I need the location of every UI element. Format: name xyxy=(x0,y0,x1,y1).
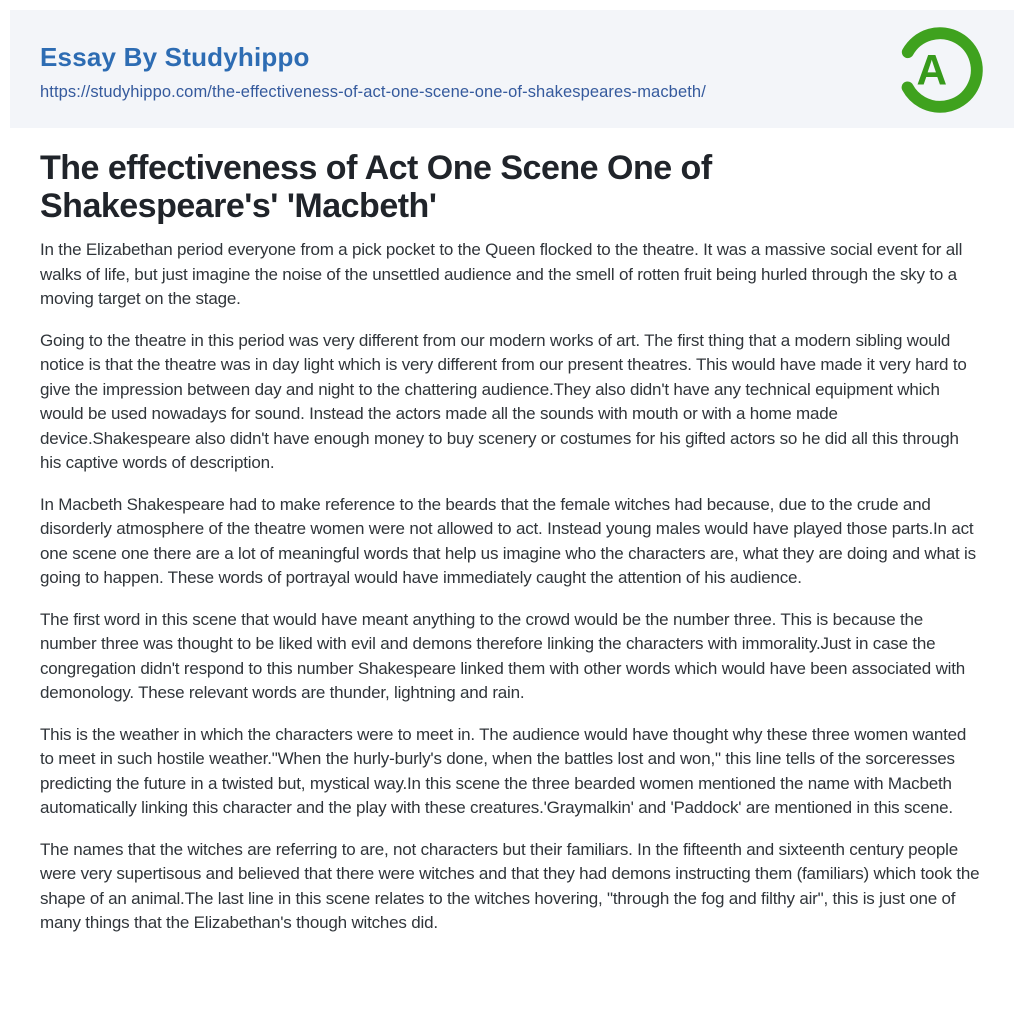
essay-paragraph: This is the weather in which the characters were to meet in. The audience would have thought why these three women wanted to meet in such hostile weather."When the hurly-burly's done, when the battles lost and won," this line tells of the sorceresses predicting the future in a twisted but, mystical way.In this scene the three bearded women mentioned the name with Macbeth automatically linking this character and the play with these creatures.'Graymalkin' and 'Paddock' are mentioned in this scene. xyxy=(40,724,967,818)
studyhippo-logo-icon[interactable] xyxy=(894,24,986,116)
essay-paragraph: Going to the theatre in this period was very different from our modern works of art. The first thing that a modern sibling would notice is that the theatre was in day light which is very different from our present theatres. This would have made it very hard to give the impression between day and night to the chattering audience.They also didn't have any technical equipment which would be used nowadays for sound. Instead the actors made all the sounds with mouth or with a home made device.Shakespeare also didn't have enough money to buy scenery or costumes for his gifted actors so he did all this through his captive words of description. xyxy=(40,330,967,473)
essay-paragraph: In the Elizabethan period everyone from a pick pocket to the Queen flocked to the theatre. It was a massive social event for all walks of life, but just imagine the noise of the unsettled audience and the smell of rotten fruit being hurled through the sky to a moving target on the stage. xyxy=(40,240,963,309)
source-url-link[interactable]: https://studyhippo.com/the-effectiveness-of-act-one-scene-one-of-shakespeares-macbeth/ xyxy=(40,83,706,101)
essay-paragraph: The names that the witches are referring to are, not characters but their familiars. In the fifteenth and sixteenth century people were very supertisous and believed that there were witches and that they had demons instructing them (familiars) which took the shape of an animal.The last line in this scene relates to the witches hovering, "through the fog and filthy air", this is just one of many things that the Elizabethan's though witches did. xyxy=(40,839,980,933)
essay-title: The effectiveness of Act One Scene One of Shakespeare's' 'Macbeth' xyxy=(40,149,712,226)
essay-paragraph: In Macbeth Shakespeare had to make reference to the beards that the female witches had because, due to the crude and disorderly atmosphere of the theatre women were not allowed to act. Instead young males would have played those parts.In act one scene one there are a lot of meaningful words that help us imagine who the characters are, what they are doing and what is going to happen. These words of portrayal would have immediately caught the attention of his audience. xyxy=(40,494,976,588)
site-title: Essay By Studyhippo xyxy=(40,42,310,72)
essay-paragraph: The first word in this scene that would have meant anything to the crowd would be the number three. This is because the number three was thought to be liked with evil and demons therefore linking the characters with immorality.Just in case the congregation didn't respond to this number Shakespeare linked them with other words which would have been associated with demonology. These relevant words are thunder, lightning and rain. xyxy=(40,609,965,703)
essay-article xyxy=(0,149,1024,936)
header-text-block xyxy=(40,36,706,102)
logo-letter: A xyxy=(916,46,948,94)
header xyxy=(10,10,1014,128)
